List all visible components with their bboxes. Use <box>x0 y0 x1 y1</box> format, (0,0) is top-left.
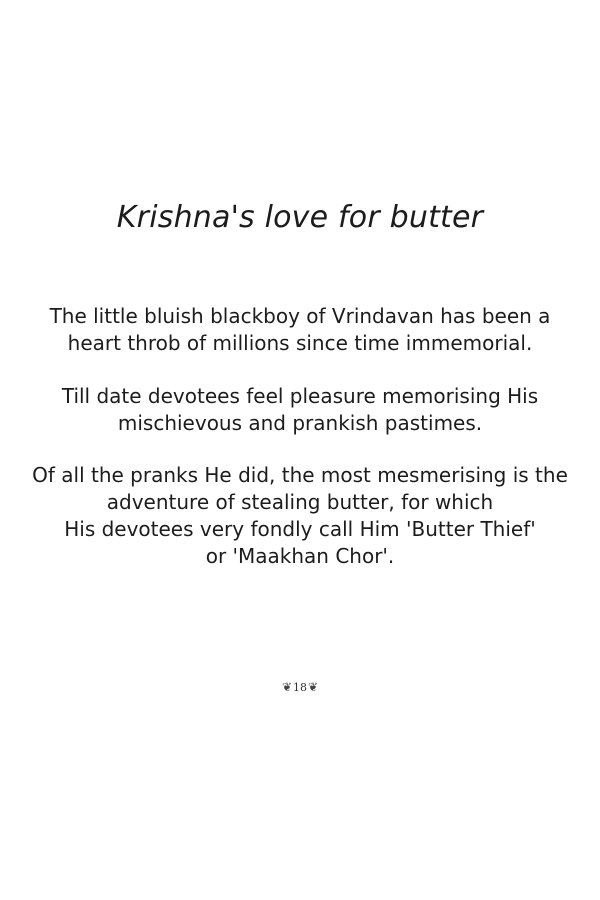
paragraph-1 <box>0 303 600 357</box>
paragraph-line: Of all the pranks He did, the most mesmerising is the <box>32 463 568 487</box>
leaf-left-icon: ❦ <box>281 680 292 694</box>
page-number <box>0 680 600 694</box>
page-title: Krishna's love for butter <box>116 200 484 235</box>
paragraph-line: His devotees very fondly call Him 'Butter Thief' <box>64 517 536 541</box>
paragraph-line: mischievous and prankish pastimes. <box>117 411 483 435</box>
paragraph-line: The little bluish blackboy of Vrindavan has been a <box>49 304 551 328</box>
paragraph-line: heart throb of millions since time immemorial. <box>67 331 533 355</box>
paragraph-line: or 'Maakhan Chor'. <box>205 544 395 568</box>
paragraph-2 <box>0 383 600 437</box>
paragraph-line: Till date devotees feel pleasure memorising His <box>61 384 539 408</box>
leaf-right-icon: ❦ <box>308 680 319 694</box>
paragraph-line: adventure of stealing butter, for which <box>106 490 494 514</box>
page-number-value: 18 <box>293 680 307 694</box>
paragraph-3 <box>0 462 600 570</box>
